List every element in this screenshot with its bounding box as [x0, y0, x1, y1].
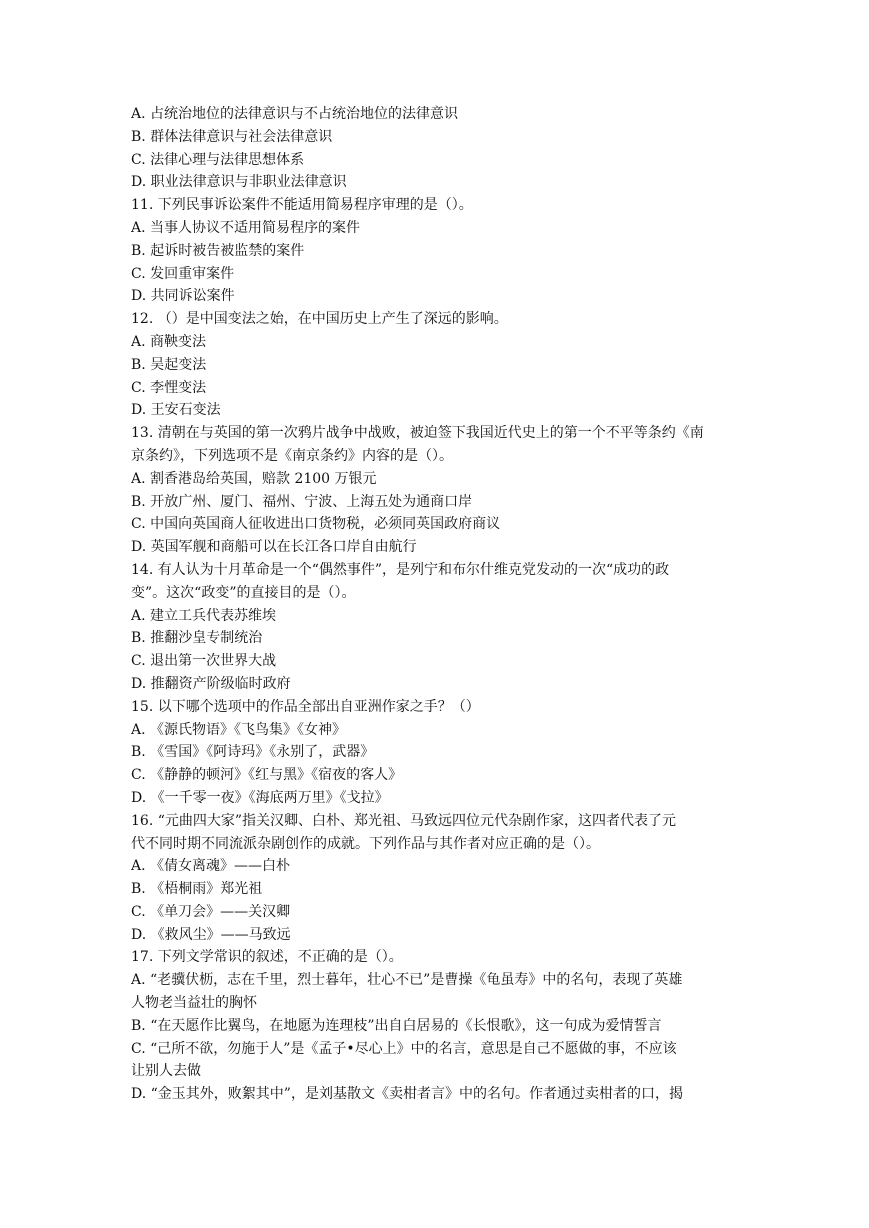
option-line: C. 法律心理与法律思想体系 [131, 151, 305, 168]
question-16: 16. “元曲四大家”指关汉卿、白朴、郑光祖、马致远四位元代杂剧作家，这四者代表了元 [131, 812, 677, 829]
question-16-cont: 代不同时期不同流派杂剧创作的成就。下列作品与其作者对应正确的是（）。 [131, 835, 600, 852]
option-line: C. 发回重审案件 [131, 265, 235, 282]
option-line: D. “金玉其外，败絮其中”，是刘基散文《卖柑者言》中的名句。作者通过卖柑者的口，揭 [131, 1086, 683, 1103]
option-line: D. 共同诉讼案件 [131, 288, 235, 305]
option-line: C. 中国向英国商人征收进出口货物税，必须同英国政府商议 [131, 516, 501, 533]
option-line: B. 吴起变法 [131, 356, 207, 373]
question-17: 17. 下列文学常识的叙述，不正确的是（）。 [131, 949, 403, 966]
option-line: C. 李悝变法 [131, 379, 207, 396]
question-14: 14. 有人认为十月革命是一个“偶然事件”，是列宁和布尔什维克党发动的一次“成功的政 [131, 561, 670, 578]
option-line: C. 退出第一次世界大战 [131, 653, 277, 670]
option-line: A. “老骥伏枥，志在千里，烈士暮年，壮心不已”是曹操《龟虽寿》中的名句，表现了英雄 [131, 972, 683, 989]
option-line: A. 《倩女离魂》——白朴 [131, 858, 291, 875]
option-line: D. 英国军舰和商船可以在长江各口岸自由航行 [131, 539, 417, 556]
option-line: A. 商鞅变法 [131, 333, 207, 350]
question-13-cont: 京条约》，下列选项不是《南京条约》内容的是（）。 [131, 447, 453, 464]
option-line: D. 职业法律意识与非职业法律意识 [131, 174, 347, 191]
option-line-cont: 让别人去做 [131, 1063, 201, 1080]
option-line: A. 占统治地位的法律意识与不占统治地位的法律意识 [131, 106, 459, 122]
option-line: B. 起诉时被告被监禁的案件 [131, 242, 305, 259]
option-line: B. 开放广州、厦门、福州、宁波、上海五处为通商口岸 [131, 493, 473, 510]
option-line: D. 《救风尘》——马致远 [131, 926, 291, 943]
option-line: B. 群体法律意识与社会法律意识 [131, 128, 333, 145]
option-line: B. 《梧桐雨》郑光祖 [131, 881, 263, 898]
option-line: D. 《一千零一夜》《海底两万里》《戈拉》 [131, 789, 389, 806]
option-line: D. 王安石变法 [131, 402, 221, 419]
question-12: 12. （）是中国变法之始，在中国历史上产生了深远的影响。 [131, 311, 508, 328]
question-14-cont: 变”。这次“政变”的直接目的是（）。 [131, 584, 356, 601]
option-line: C. 《单刀会》——关汉卿 [131, 903, 291, 920]
option-line: B. 推翻沙皇专制统治 [131, 630, 263, 647]
option-line: C. 《静静的顿河》《红与黑》《宿夜的客人》 [131, 767, 403, 784]
question-15: 15. 以下哪个选项中的作品全部出自亚洲作家之手？（） [131, 698, 480, 715]
question-11: 11. 下列民事诉讼案件不能适用简易程序审理的是（）。 [131, 197, 473, 214]
option-line: C. “己所不欲，勿施于人”是《孟子•尽心上》中的名言，意思是自己不愿做的事，不应该 [131, 1040, 677, 1057]
option-line: A. 建立工兵代表苏维埃 [131, 607, 277, 624]
question-13: 13. 清朝在与英国的第一次鸦片战争中战败，被迫签下我国近代史上的第一个不平等条约《南 [131, 425, 704, 442]
document-page [131, 103, 739, 1106]
option-line: A. 《源氏物语》《飞鸟集》《女神》 [131, 721, 347, 738]
option-line-cont: 人物老当益壮的胸怀 [131, 995, 257, 1012]
option-line: D. 推翻资产阶级临时政府 [131, 675, 291, 692]
option-line: A. 当事人协议不适用简易程序的案件 [131, 219, 361, 236]
option-line: B. “在天愿作比翼鸟，在地愿为连理枝”出自白居易的《长恨歌》，这一句成为爱情誓言 [131, 1017, 662, 1034]
option-line: B. 《雪国》《阿诗玛》《永别了，武器》 [131, 744, 375, 761]
option-line: A. 割香港岛给英国，赔款 2100 万银元 [131, 470, 377, 487]
